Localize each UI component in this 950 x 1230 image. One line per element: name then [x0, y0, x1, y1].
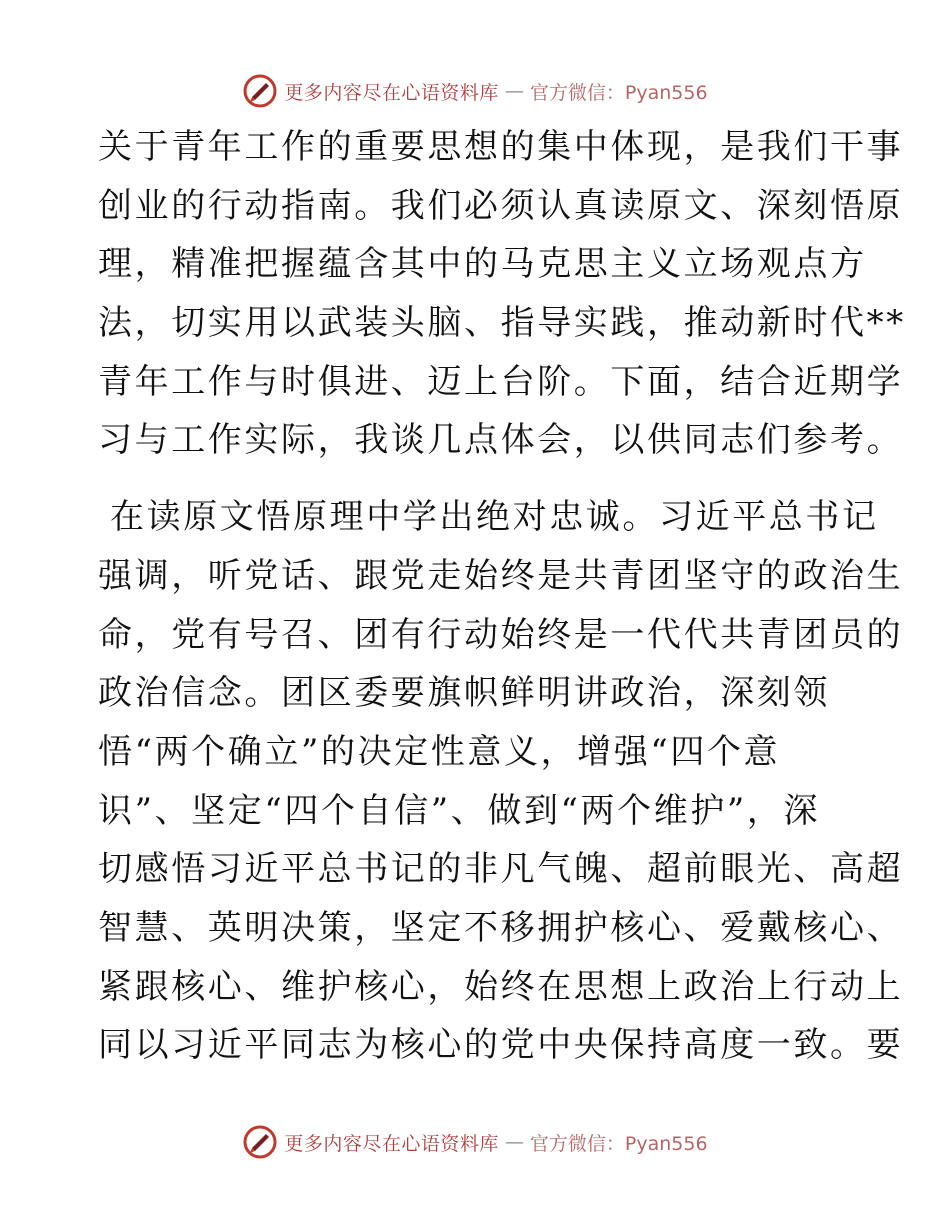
text-line: 青年工作与时俱进、迈上台阶。下面，结合近期学	[98, 361, 904, 402]
text-line: 关于青年工作的重要思想的集中体现，是我们干事	[98, 127, 904, 167]
text-line: 习与工作实际，我谈几点体会，以供同志们参考。	[98, 420, 904, 461]
text-line: 命，党有号召、团有行动始终是一代代共青团员的	[98, 614, 904, 655]
text-line: 紧跟核心、维护核心，始终在思想上政治上行动上	[98, 966, 904, 1007]
text-line: 切感悟习近平总书记的非凡气魄、超前眼光、高超	[98, 849, 904, 890]
text-line: 理，精准把握蕴含其中的马克思主义立场观点方	[98, 244, 867, 285]
text-line: 创业的行动指南。我们必须认真读原文、深刻悟原	[98, 185, 904, 226]
text-line: 智慧、英明决策，坚定不移拥护核心、爱戴核心、	[98, 907, 904, 948]
paragraph-1	[98, 118, 906, 470]
text-line: 政治信念。团区委要旗帜鲜明讲政治，深刻领	[98, 673, 830, 714]
header-watermark	[0, 71, 950, 111]
text-line: 同以习近平同志为核心的党中央保持高度一致。要	[98, 1025, 904, 1066]
footer-wechat-text: 官方微信：Pyan556	[529, 1132, 708, 1155]
text-line: 悟“两个确立”的决定性意义，增强“四个意	[98, 731, 781, 772]
brand-logo-icon	[242, 73, 278, 109]
text-line: 强调，听党话、跟党走始终是共青团坚守的政治生	[98, 555, 904, 596]
header-site-text: 更多内容尽在心语资料库	[284, 81, 499, 104]
footer-watermark	[0, 1122, 950, 1162]
footer-separator: —	[504, 1131, 524, 1153]
paragraph-2	[98, 488, 904, 1075]
brand-logo-icon	[242, 1124, 278, 1160]
footer-site-text: 更多内容尽在心语资料库	[284, 1132, 499, 1155]
paragraph-gap	[98, 470, 858, 488]
text-line: 识”、坚定“四个自信”、做到“两个维护”，深	[98, 790, 821, 831]
document-body	[98, 118, 906, 1075]
header-wechat-text: 官方微信：Pyan556	[529, 81, 708, 104]
text-line: 法，切实用以武装头脑、指导实践，推动新时代**	[98, 303, 906, 344]
header-separator: —	[504, 80, 524, 102]
text-line: 在读原文悟原理中学出绝对忠诚。习近平总书记	[110, 497, 879, 538]
